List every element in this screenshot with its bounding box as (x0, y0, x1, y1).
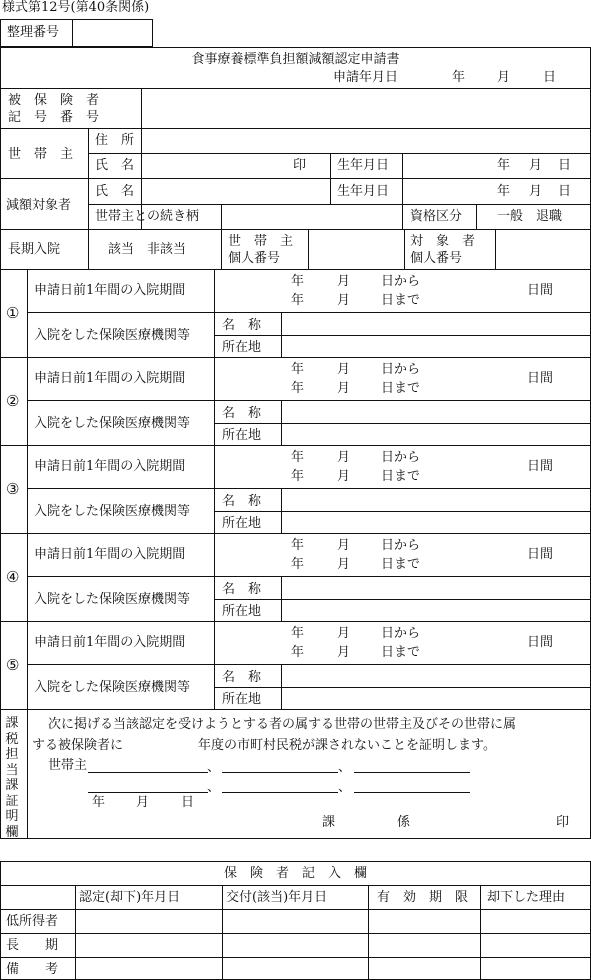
tax-cert-side-label: 課税担当課証明欄 (5, 716, 19, 840)
long-term-options[interactable]: 該当 非該当 (108, 242, 187, 257)
facility-name-label: 名 称 (222, 318, 262, 333)
target-birth-label: 生年月日 (337, 184, 390, 199)
ref-number-label: 整理番号 (7, 25, 60, 40)
facility-label: 入院をした保険医療機関等 (34, 680, 191, 695)
insurer-box-title: 保 険 者 記 入 欄 (223, 866, 367, 881)
insurer-row-low-income: 低所得者 (6, 914, 59, 929)
target-id-field[interactable] (497, 231, 589, 267)
facility-label: 入院をした保険医療機関等 (34, 416, 191, 431)
facility-name-label: 名 称 (222, 670, 262, 685)
period-label: 申請日前1年間の入院期間 (34, 283, 186, 298)
period-number: ③ (6, 480, 20, 498)
form-title: 食事療養標準負担額減額認定申請書 (191, 52, 400, 67)
facility-name-label: 名 称 (222, 494, 262, 509)
facility-name-field[interactable] (283, 578, 588, 598)
tax-cert-seal: 印 (556, 815, 570, 830)
period-from: 日から (381, 274, 421, 289)
facility-address-label: 所在地 (222, 516, 262, 531)
insurer-row-long-term: 長 期 (6, 938, 59, 953)
period-label: 申請日前1年間の入院期間 (34, 635, 186, 650)
facility-address-field[interactable] (283, 601, 588, 620)
period-date-field[interactable] (216, 271, 588, 310)
period-to: 日まで (381, 381, 421, 396)
facility-address-label: 所在地 (222, 428, 262, 443)
tax-cert-text-line1: 次に掲げる当該認定を受けようとする者の属する世帯の世帯主及びその世帯に属 (48, 717, 517, 732)
form-number-label: 様式第12号(第40条関係) (2, 0, 150, 15)
ref-number-field[interactable] (75, 21, 151, 45)
long-term-label: 長期入院 (8, 242, 61, 257)
application-date-label: 申請年月日 (333, 70, 399, 85)
period-label: 申請日前1年間の入院期間 (34, 371, 186, 386)
qualification-options[interactable]: 一般 退職 (497, 209, 563, 224)
insured-number-label-line2: 記 号 番 号 (8, 110, 100, 125)
period-date-field[interactable] (216, 447, 588, 486)
facility-address-label: 所在地 (222, 340, 262, 355)
period-number: ② (6, 392, 20, 410)
period-date-field[interactable] (216, 535, 588, 574)
facility-address-label: 所在地 (222, 604, 262, 619)
tax-cert-text-line2b: 年度の市町村民税が課されないことを証明します。 (198, 738, 496, 753)
insurer-header-validity: 有 効 期 限 (377, 890, 469, 905)
insured-number-field[interactable] (143, 90, 589, 126)
target-name-label: 氏 名 (95, 184, 135, 199)
period-number: ⑤ (6, 656, 20, 674)
period-to: 日まで (381, 293, 421, 308)
insured-number-label-line1: 被 保 険 者 (8, 93, 100, 108)
facility-label: 入院をした保険医療機関等 (34, 328, 191, 343)
target-name-field[interactable] (143, 180, 329, 203)
facility-address-field[interactable] (283, 689, 588, 708)
facility-address-field[interactable] (283, 337, 588, 356)
period-from: 日から (381, 450, 421, 465)
period-to: 日まで (381, 557, 421, 572)
target-label: 減額対象者 (6, 198, 72, 213)
insurer-row-remarks: 備 考 (6, 962, 59, 977)
period-date-field[interactable] (216, 623, 588, 662)
facility-address-field[interactable] (283, 425, 588, 444)
householder-label: 世 帯 主 (8, 147, 74, 162)
householder-birth-label: 生年月日 (337, 158, 390, 173)
facility-name-label: 名 称 (222, 582, 262, 597)
facility-name-field[interactable] (283, 490, 588, 510)
period-number: ① (6, 304, 20, 322)
householder-name-field[interactable] (143, 155, 283, 177)
period-label: 申請日前1年間の入院期間 (34, 547, 186, 562)
period-to: 日まで (381, 645, 421, 660)
facility-label: 入院をした保険医療機関等 (34, 592, 191, 607)
period-days-unit: 日間 (527, 283, 554, 298)
facility-label: 入院をした保険医療機関等 (34, 504, 191, 519)
period-days-unit: 日間 (527, 547, 554, 562)
facility-name-label: 名 称 (222, 406, 262, 421)
period-days-unit: 日間 (527, 459, 554, 474)
relation-field[interactable] (223, 206, 401, 228)
period-days-unit: 日間 (527, 635, 554, 650)
facility-name-field[interactable] (283, 402, 588, 422)
period-to: 日まで (381, 469, 421, 484)
facility-address-label: 所在地 (222, 692, 262, 707)
period-from: 日から (381, 362, 421, 377)
tax-cert-text-line2a: する被保険者に (32, 738, 124, 753)
period-number: ④ (6, 568, 20, 586)
insurer-header-issue: 交付(該当)年月日 (226, 890, 328, 905)
qualification-label: 資格区分 (410, 209, 463, 224)
householder-address-label: 住 所 (95, 133, 135, 148)
period-days-unit: 日間 (527, 371, 554, 386)
tax-cert-staff: 係 (397, 815, 411, 830)
relation-label: 世帯主との続き柄 (95, 209, 200, 224)
period-label: 申請日前1年間の入院期間 (34, 459, 186, 474)
householder-id-field[interactable] (310, 231, 402, 267)
facility-address-field[interactable] (283, 513, 588, 532)
period-from: 日から (381, 538, 421, 553)
insurer-header-reason: 却下した理由 (487, 890, 566, 905)
householder-seal: 印 (293, 158, 307, 173)
facility-name-field[interactable] (283, 666, 588, 686)
tax-cert-section: 課 (322, 815, 336, 830)
householder-address-field[interactable] (143, 130, 589, 152)
tax-cert-householder-label: 世帯主 (48, 758, 88, 773)
insurer-header-approval: 認定(却下)年月日 (79, 890, 181, 905)
period-date-field[interactable] (216, 359, 588, 398)
period-from: 日から (381, 626, 421, 641)
householder-name-label: 氏 名 (95, 158, 135, 173)
facility-name-field[interactable] (283, 314, 588, 334)
